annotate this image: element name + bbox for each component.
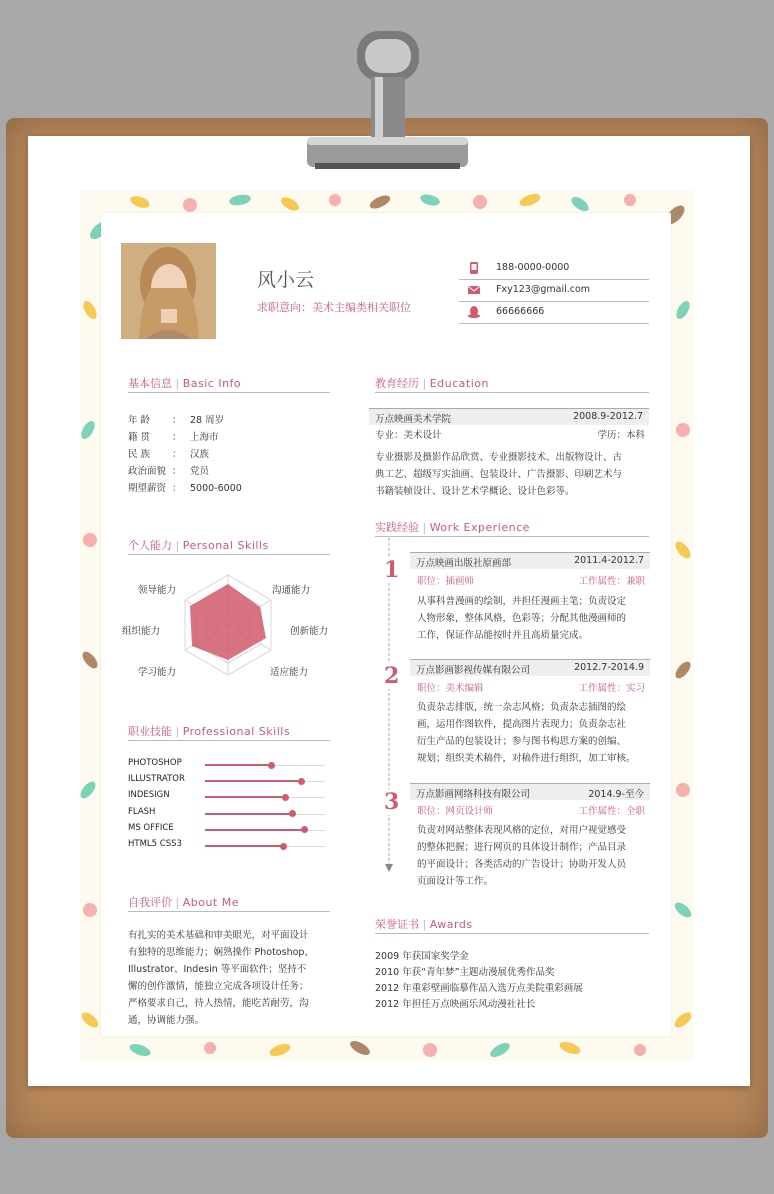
job-number-3: 3 bbox=[384, 789, 400, 815]
radar-label-organize: 组织能力 bbox=[122, 626, 161, 637]
timeline-line bbox=[381, 538, 401, 878]
skill-bar-label: INDESIGN bbox=[128, 790, 170, 801]
skill-bar-row bbox=[128, 790, 328, 804]
job-3-company-bar: 万点影画网络科技有限公司 2014.9-至今 bbox=[410, 783, 650, 800]
about-me-title: 自我评价 | About Me bbox=[128, 894, 330, 912]
skill-bar-label: ILLUSTRATOR bbox=[128, 774, 185, 785]
education-title: 教育经历 | Education bbox=[375, 375, 649, 393]
contact-email-row bbox=[459, 280, 649, 302]
skill-bar-handle bbox=[280, 843, 287, 850]
award-item: 2012 年担任万点映画乐风动漫社社长 bbox=[375, 999, 536, 1010]
skill-bar-fill bbox=[205, 796, 285, 798]
job-1-company-bar: 万点映画出版社原画部 2011.4-2012.7 bbox=[410, 552, 650, 569]
skill-bar-row bbox=[128, 758, 328, 772]
job-2-role-row: 职位：美术编辑 工作属性：实习 bbox=[417, 683, 645, 694]
job-3-role-row: 职位：网页设计师 工作属性：全职 bbox=[417, 806, 645, 817]
about-me-text: 有扎实的美术基础和审美眼光，对平面设计 有独特的思维能力；娴熟操作 Photoshop、 Illustrator、Indesin 等平面软件；坚持不 懈的创作激情，能独立完成各项设计任务； 严格要求自己，待人热情，能吃苦耐劳，沟 通，协调能力强。 bbox=[128, 930, 314, 1026]
skill-bar-label: HTML5 CSS3 bbox=[128, 839, 182, 849]
contact-qq-row bbox=[459, 302, 649, 324]
contact-email: Fxy123@gmail.com bbox=[496, 284, 591, 295]
skill-bar-handle bbox=[301, 826, 308, 833]
radar-chart bbox=[101, 563, 351, 693]
skill-bar-fill bbox=[205, 829, 305, 831]
skill-bar-label: MS OFFICE bbox=[128, 822, 174, 833]
resume-sheet bbox=[101, 213, 671, 1036]
radar-label-lead: 领导能力 bbox=[138, 585, 177, 596]
basic-row-origin: 籍贯 ： 上海市 bbox=[128, 432, 219, 443]
contact-qq: 66666666 bbox=[496, 306, 545, 317]
skill-bar-label: PHOTOSHOP bbox=[128, 758, 182, 768]
skill-bar-fill bbox=[205, 764, 271, 766]
skill-bar-row bbox=[128, 823, 328, 837]
skill-bar-label: FLASH bbox=[128, 806, 156, 817]
radar-label-adapt: 适应能力 bbox=[270, 667, 309, 678]
awards-title: 荣誉证书 | Awards bbox=[375, 916, 649, 934]
education-major-row: 专业：美术设计 学历：本科 bbox=[375, 430, 645, 441]
radar-area bbox=[190, 584, 266, 660]
award-item: 2012 年重彩壁画临摹作品入选万点美院重彩画展 bbox=[375, 983, 583, 994]
professional-skills-title: 职业技能 | Professional Skills bbox=[128, 723, 330, 741]
skill-bar-row bbox=[128, 839, 328, 853]
education-school-bar: 万点映画美术学院 2008.9-2012.7 bbox=[369, 408, 649, 425]
job-2-desc: 负责杂志排版，统一杂志风格；负责杂志插图的绘 画，运用作图软件，提高图片表现力；负责杂志社 衍生产品的包装设计；参与图书构思方案的创编、 规划；组织美术稿件，对稿件进行组织，加工审核。 bbox=[417, 702, 636, 764]
basic-row-age: 年龄 ： 28 周岁 bbox=[128, 415, 225, 426]
skill-bar-handle bbox=[289, 810, 296, 817]
job-1-desc: 从事科普漫画的绘制，并担任漫画主笔；负责设定 人物形象，整体风格，色彩等；分配其他漫画师的 工作，保证作品能按时并且高质量完成。 bbox=[417, 596, 627, 641]
phone-icon bbox=[467, 262, 481, 274]
awards-list bbox=[375, 949, 651, 1013]
skill-bar-handle bbox=[282, 794, 289, 801]
radar-label-communicate: 沟通能力 bbox=[272, 585, 311, 596]
basic-row-ethnicity: 民族 ： 汉族 bbox=[128, 449, 210, 460]
skill-bar-fill bbox=[205, 845, 283, 847]
binder-clip-icon bbox=[305, 25, 470, 185]
basic-row-politics: 政治面貌 ： 党员 bbox=[128, 466, 210, 477]
mail-icon bbox=[467, 284, 481, 296]
skill-bar-handle bbox=[268, 762, 275, 769]
radar-label-learn: 学习能力 bbox=[138, 667, 177, 678]
award-item: 2010 年获“青年梦”主题动漫展优秀作品奖 bbox=[375, 967, 555, 978]
job-intent: 求职意向：美术主编类相关职位 bbox=[257, 301, 411, 314]
basic-row-salary: 期望薪资 ： 5000-6000 bbox=[128, 483, 242, 494]
job-1-role-row: 职位：插画师 工作属性：兼职 bbox=[417, 576, 645, 587]
profile-photo bbox=[121, 243, 216, 339]
skill-bar-fill bbox=[205, 780, 301, 782]
contact-phone-row bbox=[459, 258, 649, 280]
skill-bar-row bbox=[128, 807, 328, 821]
award-item: 2009 年获国家奖学金 bbox=[375, 951, 469, 962]
radar-label-innovate: 创新能力 bbox=[290, 626, 329, 637]
job-number-1: 1 bbox=[384, 557, 400, 583]
education-desc: 专业摄影及摄影作品欣赏、专业摄影技术、出版物设计、古 典工艺、超级写实油画、包装设计、广告摄影、印刷艺术与 书籍装帧设计、设计艺术学概论、设计色彩等。 bbox=[375, 452, 623, 497]
basic-info-title: 基本信息 | Basic Info bbox=[128, 375, 330, 393]
job-number-2: 2 bbox=[384, 663, 400, 689]
skill-bar-fill bbox=[205, 813, 293, 815]
skill-bar-row bbox=[128, 774, 328, 788]
skill-bar-handle bbox=[298, 778, 305, 785]
qq-icon bbox=[467, 306, 481, 318]
job-3-desc: 负责对网站整体表现风格的定位，对用户视觉感受 的整体把握；进行网页的具体设计制作；产品目录 的平面设计；各类活动的广告设计；协助开发人员 页面设计等工作。 bbox=[417, 825, 627, 887]
contact-phone: 188-0000-0000 bbox=[496, 262, 570, 273]
job-2-company-bar: 万点影画影视传媒有限公司 2012.7-2014.9 bbox=[410, 659, 650, 676]
portrait-image bbox=[121, 243, 216, 339]
personal-skills-title: 个人能力 | Personal Skills bbox=[128, 537, 330, 555]
applicant-name: 风小云 bbox=[257, 269, 315, 291]
work-experience-title: 实践经验 | Work Experience bbox=[375, 519, 649, 537]
